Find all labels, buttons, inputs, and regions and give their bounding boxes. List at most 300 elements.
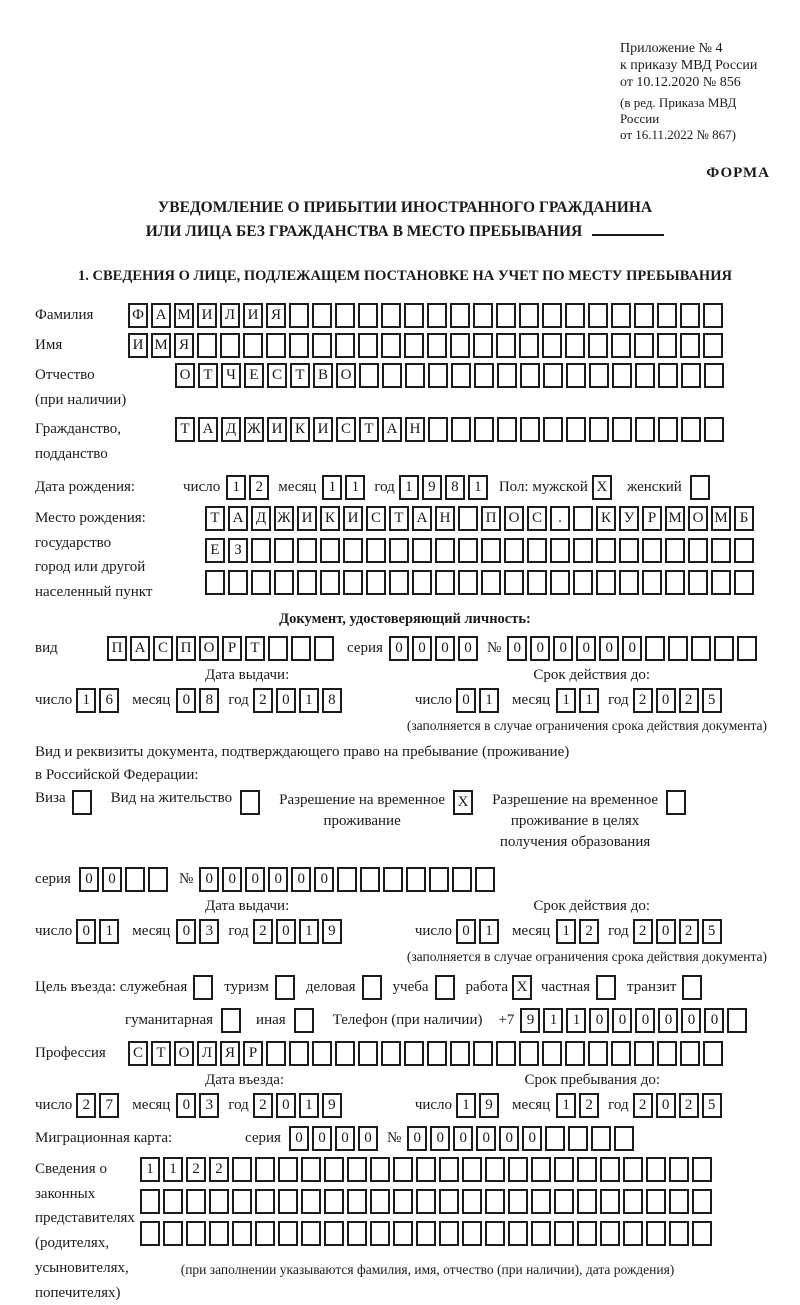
box-cell[interactable]: 0 bbox=[312, 1126, 332, 1151]
box-cell[interactable]: Д bbox=[221, 417, 241, 442]
box-cell[interactable]: Я bbox=[174, 333, 194, 358]
box-cell[interactable] bbox=[634, 1041, 654, 1066]
box-cell[interactable] bbox=[531, 1157, 551, 1182]
box-cell[interactable] bbox=[554, 1157, 574, 1182]
box-cell[interactable] bbox=[573, 570, 593, 595]
box-cell[interactable] bbox=[508, 1157, 528, 1182]
box-cell[interactable] bbox=[251, 570, 271, 595]
box-cell[interactable] bbox=[458, 538, 478, 563]
box-cell[interactable]: Т bbox=[205, 506, 225, 531]
box-cell[interactable] bbox=[458, 506, 478, 531]
box-cell[interactable] bbox=[416, 1189, 436, 1214]
box-cell[interactable] bbox=[366, 570, 386, 595]
box-cell[interactable] bbox=[573, 506, 593, 531]
box-cell[interactable]: 0 bbox=[176, 919, 196, 944]
box-cell[interactable]: 2 bbox=[633, 919, 653, 944]
box-cell[interactable]: 1 bbox=[322, 475, 342, 500]
box-cell[interactable]: Е bbox=[244, 363, 264, 388]
box-cell[interactable] bbox=[657, 303, 677, 328]
box-cell[interactable] bbox=[274, 538, 294, 563]
box-cell[interactable] bbox=[335, 333, 355, 358]
box-cell[interactable] bbox=[623, 1157, 643, 1182]
box-cell[interactable] bbox=[669, 1221, 689, 1246]
box-cell[interactable] bbox=[297, 538, 317, 563]
box-cell[interactable] bbox=[370, 1221, 390, 1246]
box-cell[interactable]: 0 bbox=[656, 919, 676, 944]
box-cell[interactable] bbox=[623, 1189, 643, 1214]
box-cell[interactable]: А bbox=[382, 417, 402, 442]
box-cell[interactable] bbox=[682, 975, 702, 1000]
box-cell[interactable]: Ф bbox=[128, 303, 148, 328]
box-cell[interactable] bbox=[596, 570, 616, 595]
box-cell[interactable] bbox=[692, 1157, 712, 1182]
box-cell[interactable]: Л bbox=[220, 303, 240, 328]
box-cell[interactable]: 0 bbox=[507, 636, 527, 661]
box-cell[interactable] bbox=[301, 1189, 321, 1214]
box-cell[interactable] bbox=[734, 538, 754, 563]
box-cell[interactable]: Е bbox=[205, 538, 225, 563]
box-cell[interactable]: 0 bbox=[222, 867, 242, 892]
box-cell[interactable]: К bbox=[596, 506, 616, 531]
box-cell[interactable]: 2 bbox=[253, 688, 273, 713]
box-cell[interactable] bbox=[312, 333, 332, 358]
box-cell[interactable] bbox=[600, 1189, 620, 1214]
box-cell[interactable]: 1 bbox=[163, 1157, 183, 1182]
box-cell[interactable]: 0 bbox=[358, 1126, 378, 1151]
box-cell[interactable]: 2 bbox=[633, 1093, 653, 1118]
box-cell[interactable] bbox=[634, 303, 654, 328]
box-cell[interactable] bbox=[519, 1041, 539, 1066]
box-cell[interactable] bbox=[519, 303, 539, 328]
box-cell[interactable] bbox=[416, 1221, 436, 1246]
box-cell[interactable]: 0 bbox=[499, 1126, 519, 1151]
box-cell[interactable]: 2 bbox=[253, 919, 273, 944]
box-cell[interactable] bbox=[508, 1189, 528, 1214]
box-cell[interactable]: И bbox=[243, 303, 263, 328]
box-cell[interactable] bbox=[266, 333, 286, 358]
box-cell[interactable]: С bbox=[336, 417, 356, 442]
box-cell[interactable] bbox=[531, 1189, 551, 1214]
box-cell[interactable] bbox=[347, 1221, 367, 1246]
box-cell[interactable] bbox=[680, 1041, 700, 1066]
box-cell[interactable]: 1 bbox=[99, 919, 119, 944]
box-cell[interactable] bbox=[642, 570, 662, 595]
box-cell[interactable]: Н bbox=[435, 506, 455, 531]
box-cell[interactable] bbox=[240, 790, 260, 815]
box-cell[interactable] bbox=[451, 363, 471, 388]
box-cell[interactable] bbox=[358, 303, 378, 328]
box-cell[interactable]: К bbox=[320, 506, 340, 531]
box-cell[interactable]: П bbox=[481, 506, 501, 531]
box-cell[interactable] bbox=[519, 333, 539, 358]
box-cell[interactable]: Ж bbox=[274, 506, 294, 531]
box-cell[interactable]: 5 bbox=[702, 688, 722, 713]
box-cell[interactable] bbox=[205, 570, 225, 595]
box-cell[interactable] bbox=[545, 1126, 565, 1151]
box-cell[interactable] bbox=[209, 1221, 229, 1246]
box-cell[interactable] bbox=[289, 333, 309, 358]
box-cell[interactable] bbox=[416, 1157, 436, 1182]
box-cell[interactable]: Т bbox=[290, 363, 310, 388]
box-cell[interactable] bbox=[314, 636, 334, 661]
box-cell[interactable] bbox=[681, 363, 701, 388]
box-cell[interactable] bbox=[508, 1221, 528, 1246]
box-cell[interactable]: 0 bbox=[456, 919, 476, 944]
box-cell[interactable]: 0 bbox=[407, 1126, 427, 1151]
box-cell[interactable] bbox=[554, 1189, 574, 1214]
box-cell[interactable]: 2 bbox=[579, 1093, 599, 1118]
box-cell[interactable] bbox=[554, 1221, 574, 1246]
box-cell[interactable]: 0 bbox=[530, 636, 550, 661]
box-cell[interactable] bbox=[542, 333, 562, 358]
box-cell[interactable] bbox=[666, 790, 686, 815]
box-cell[interactable] bbox=[474, 363, 494, 388]
box-cell[interactable] bbox=[359, 363, 379, 388]
box-cell[interactable] bbox=[520, 363, 540, 388]
box-cell[interactable] bbox=[278, 1157, 298, 1182]
box-cell[interactable] bbox=[439, 1189, 459, 1214]
box-cell[interactable]: С bbox=[153, 636, 173, 661]
box-cell[interactable] bbox=[589, 417, 609, 442]
box-cell[interactable]: 1 bbox=[579, 688, 599, 713]
box-cell[interactable]: И bbox=[313, 417, 333, 442]
box-cell[interactable]: 2 bbox=[679, 1093, 699, 1118]
box-cell[interactable]: 0 bbox=[314, 867, 334, 892]
box-cell[interactable]: 1 bbox=[566, 1008, 586, 1033]
box-cell[interactable] bbox=[727, 1008, 747, 1033]
box-cell[interactable]: У bbox=[619, 506, 639, 531]
box-cell[interactable] bbox=[588, 303, 608, 328]
box-cell[interactable]: 1 bbox=[140, 1157, 160, 1182]
box-cell[interactable] bbox=[611, 333, 631, 358]
box-cell[interactable] bbox=[312, 1041, 332, 1066]
box-cell[interactable]: 0 bbox=[176, 1093, 196, 1118]
box-cell[interactable]: 2 bbox=[209, 1157, 229, 1182]
box-cell[interactable] bbox=[255, 1221, 275, 1246]
box-cell[interactable]: 0 bbox=[291, 867, 311, 892]
box-cell[interactable] bbox=[393, 1157, 413, 1182]
box-cell[interactable]: Р bbox=[243, 1041, 263, 1066]
box-cell[interactable]: О bbox=[174, 1041, 194, 1066]
box-cell[interactable]: . bbox=[550, 506, 570, 531]
box-cell[interactable] bbox=[711, 538, 731, 563]
box-cell[interactable]: Н bbox=[405, 417, 425, 442]
box-cell[interactable]: 6 bbox=[99, 688, 119, 713]
box-cell[interactable]: 0 bbox=[102, 867, 122, 892]
box-cell[interactable]: О bbox=[336, 363, 356, 388]
box-cell[interactable]: 0 bbox=[656, 688, 676, 713]
box-cell[interactable]: 2 bbox=[579, 919, 599, 944]
box-cell[interactable] bbox=[405, 363, 425, 388]
box-cell[interactable] bbox=[577, 1189, 597, 1214]
box-cell[interactable] bbox=[412, 538, 432, 563]
box-cell[interactable] bbox=[428, 417, 448, 442]
box-cell[interactable] bbox=[734, 570, 754, 595]
box-cell[interactable]: Ж bbox=[244, 417, 264, 442]
box-cell[interactable] bbox=[197, 333, 217, 358]
box-cell[interactable] bbox=[692, 1221, 712, 1246]
box-cell[interactable] bbox=[496, 1041, 516, 1066]
box-cell[interactable]: 0 bbox=[656, 1093, 676, 1118]
box-cell[interactable] bbox=[665, 570, 685, 595]
box-cell[interactable]: Б bbox=[734, 506, 754, 531]
box-cell[interactable] bbox=[266, 1041, 286, 1066]
box-cell[interactable] bbox=[550, 538, 570, 563]
box-cell[interactable] bbox=[412, 570, 432, 595]
box-cell[interactable] bbox=[614, 1126, 634, 1151]
box-cell[interactable] bbox=[600, 1157, 620, 1182]
box-cell[interactable]: 1 bbox=[456, 1093, 476, 1118]
box-cell[interactable]: 0 bbox=[335, 1126, 355, 1151]
box-cell[interactable] bbox=[337, 867, 357, 892]
box-cell[interactable] bbox=[566, 417, 586, 442]
box-cell[interactable]: С bbox=[366, 506, 386, 531]
box-cell[interactable]: Д bbox=[251, 506, 271, 531]
box-cell[interactable] bbox=[451, 417, 471, 442]
box-cell[interactable] bbox=[320, 538, 340, 563]
box-cell[interactable]: А bbox=[151, 303, 171, 328]
box-cell[interactable] bbox=[72, 790, 92, 815]
box-cell[interactable]: 1 bbox=[226, 475, 246, 500]
box-cell[interactable] bbox=[404, 1041, 424, 1066]
box-cell[interactable] bbox=[458, 570, 478, 595]
box-cell[interactable]: 0 bbox=[622, 636, 642, 661]
box-cell[interactable]: И bbox=[343, 506, 363, 531]
box-cell[interactable] bbox=[406, 867, 426, 892]
box-cell[interactable] bbox=[366, 538, 386, 563]
box-cell[interactable]: 1 bbox=[299, 1093, 319, 1118]
box-cell[interactable] bbox=[520, 417, 540, 442]
box-cell[interactable] bbox=[232, 1189, 252, 1214]
box-cell[interactable] bbox=[634, 333, 654, 358]
box-cell[interactable] bbox=[358, 333, 378, 358]
box-cell[interactable] bbox=[527, 570, 547, 595]
box-cell[interactable] bbox=[347, 1157, 367, 1182]
box-cell[interactable]: О bbox=[175, 363, 195, 388]
box-cell[interactable] bbox=[228, 570, 248, 595]
box-cell[interactable] bbox=[481, 570, 501, 595]
box-cell[interactable] bbox=[125, 867, 145, 892]
box-cell[interactable] bbox=[428, 363, 448, 388]
box-cell[interactable]: Т bbox=[198, 363, 218, 388]
box-cell[interactable]: И bbox=[267, 417, 287, 442]
box-cell[interactable] bbox=[343, 570, 363, 595]
box-cell[interactable] bbox=[268, 636, 288, 661]
box-cell[interactable]: 0 bbox=[199, 867, 219, 892]
box-cell[interactable]: 2 bbox=[253, 1093, 273, 1118]
box-cell[interactable]: X bbox=[592, 475, 612, 500]
box-cell[interactable] bbox=[140, 1189, 160, 1214]
box-cell[interactable] bbox=[703, 303, 723, 328]
box-cell[interactable] bbox=[645, 636, 665, 661]
box-cell[interactable]: 0 bbox=[412, 636, 432, 661]
box-cell[interactable]: 1 bbox=[299, 688, 319, 713]
box-cell[interactable] bbox=[681, 417, 701, 442]
box-cell[interactable] bbox=[568, 1126, 588, 1151]
box-cell[interactable]: Р bbox=[222, 636, 242, 661]
box-cell[interactable]: 8 bbox=[199, 688, 219, 713]
box-cell[interactable]: 0 bbox=[76, 919, 96, 944]
box-cell[interactable] bbox=[573, 538, 593, 563]
box-cell[interactable]: 0 bbox=[268, 867, 288, 892]
box-cell[interactable]: 0 bbox=[245, 867, 265, 892]
box-cell[interactable] bbox=[255, 1157, 275, 1182]
box-cell[interactable] bbox=[703, 1041, 723, 1066]
box-cell[interactable]: 0 bbox=[435, 636, 455, 661]
box-cell[interactable]: 0 bbox=[289, 1126, 309, 1151]
box-cell[interactable]: Т bbox=[151, 1041, 171, 1066]
box-cell[interactable] bbox=[527, 538, 547, 563]
box-cell[interactable]: 0 bbox=[576, 636, 596, 661]
box-cell[interactable] bbox=[646, 1157, 666, 1182]
box-cell[interactable] bbox=[381, 303, 401, 328]
box-cell[interactable] bbox=[642, 538, 662, 563]
box-cell[interactable]: А bbox=[228, 506, 248, 531]
box-cell[interactable] bbox=[596, 975, 616, 1000]
box-cell[interactable] bbox=[163, 1221, 183, 1246]
box-cell[interactable] bbox=[289, 303, 309, 328]
box-cell[interactable] bbox=[635, 363, 655, 388]
box-cell[interactable] bbox=[565, 1041, 585, 1066]
box-cell[interactable] bbox=[435, 538, 455, 563]
box-cell[interactable]: 0 bbox=[276, 688, 296, 713]
box-cell[interactable] bbox=[255, 1189, 275, 1214]
box-cell[interactable] bbox=[473, 303, 493, 328]
box-cell[interactable] bbox=[691, 636, 711, 661]
box-cell[interactable] bbox=[462, 1157, 482, 1182]
box-cell[interactable]: О bbox=[504, 506, 524, 531]
box-cell[interactable] bbox=[619, 538, 639, 563]
box-cell[interactable] bbox=[497, 417, 517, 442]
box-cell[interactable] bbox=[600, 1221, 620, 1246]
box-cell[interactable] bbox=[324, 1189, 344, 1214]
box-cell[interactable] bbox=[324, 1157, 344, 1182]
box-cell[interactable]: Т bbox=[389, 506, 409, 531]
box-cell[interactable] bbox=[611, 1041, 631, 1066]
box-cell[interactable] bbox=[358, 1041, 378, 1066]
box-cell[interactable]: Т bbox=[175, 417, 195, 442]
box-cell[interactable] bbox=[542, 1041, 562, 1066]
box-cell[interactable] bbox=[485, 1157, 505, 1182]
box-cell[interactable] bbox=[312, 303, 332, 328]
box-cell[interactable] bbox=[381, 1041, 401, 1066]
box-cell[interactable]: 9 bbox=[520, 1008, 540, 1033]
box-cell[interactable] bbox=[439, 1221, 459, 1246]
box-cell[interactable] bbox=[646, 1221, 666, 1246]
box-cell[interactable]: А bbox=[198, 417, 218, 442]
box-cell[interactable] bbox=[381, 333, 401, 358]
box-cell[interactable]: 1 bbox=[468, 475, 488, 500]
box-cell[interactable]: 0 bbox=[276, 1093, 296, 1118]
box-cell[interactable]: 9 bbox=[322, 919, 342, 944]
box-cell[interactable]: 0 bbox=[176, 688, 196, 713]
box-cell[interactable] bbox=[383, 867, 403, 892]
box-cell[interactable] bbox=[221, 1008, 241, 1033]
box-cell[interactable] bbox=[393, 1189, 413, 1214]
box-cell[interactable]: М bbox=[151, 333, 171, 358]
box-cell[interactable] bbox=[382, 363, 402, 388]
box-cell[interactable] bbox=[435, 975, 455, 1000]
box-cell[interactable] bbox=[669, 1157, 689, 1182]
box-cell[interactable] bbox=[577, 1157, 597, 1182]
box-cell[interactable] bbox=[362, 975, 382, 1000]
box-cell[interactable] bbox=[251, 538, 271, 563]
box-cell[interactable] bbox=[496, 303, 516, 328]
box-cell[interactable] bbox=[278, 1189, 298, 1214]
box-cell[interactable] bbox=[243, 333, 263, 358]
box-cell[interactable] bbox=[550, 570, 570, 595]
box-cell[interactable]: 1 bbox=[479, 688, 499, 713]
box-cell[interactable] bbox=[462, 1189, 482, 1214]
box-cell[interactable] bbox=[577, 1221, 597, 1246]
box-cell[interactable]: Т bbox=[359, 417, 379, 442]
box-cell[interactable]: К bbox=[290, 417, 310, 442]
box-cell[interactable]: 0 bbox=[430, 1126, 450, 1151]
box-cell[interactable]: 2 bbox=[76, 1093, 96, 1118]
box-cell[interactable]: Л bbox=[197, 1041, 217, 1066]
box-cell[interactable]: И bbox=[197, 303, 217, 328]
box-cell[interactable] bbox=[612, 417, 632, 442]
box-cell[interactable]: Ч bbox=[221, 363, 241, 388]
box-cell[interactable]: 5 bbox=[702, 1093, 722, 1118]
box-cell[interactable] bbox=[163, 1189, 183, 1214]
box-cell[interactable]: С bbox=[527, 506, 547, 531]
box-cell[interactable] bbox=[485, 1189, 505, 1214]
box-cell[interactable]: 0 bbox=[79, 867, 99, 892]
box-cell[interactable] bbox=[450, 333, 470, 358]
box-cell[interactable]: 0 bbox=[389, 636, 409, 661]
box-cell[interactable] bbox=[588, 333, 608, 358]
box-cell[interactable] bbox=[565, 333, 585, 358]
box-cell[interactable]: 1 bbox=[76, 688, 96, 713]
box-cell[interactable]: 2 bbox=[679, 688, 699, 713]
box-cell[interactable]: 2 bbox=[249, 475, 269, 500]
box-cell[interactable]: 1 bbox=[556, 688, 576, 713]
box-cell[interactable] bbox=[404, 333, 424, 358]
box-cell[interactable] bbox=[611, 303, 631, 328]
box-cell[interactable]: 9 bbox=[479, 1093, 499, 1118]
box-cell[interactable]: М bbox=[174, 303, 194, 328]
box-cell[interactable] bbox=[657, 1041, 677, 1066]
box-cell[interactable] bbox=[566, 363, 586, 388]
box-cell[interactable] bbox=[589, 363, 609, 388]
box-cell[interactable]: 0 bbox=[589, 1008, 609, 1033]
box-cell[interactable] bbox=[462, 1221, 482, 1246]
box-cell[interactable] bbox=[301, 1221, 321, 1246]
box-cell[interactable] bbox=[297, 570, 317, 595]
box-cell[interactable]: 0 bbox=[522, 1126, 542, 1151]
box-cell[interactable]: 9 bbox=[322, 1093, 342, 1118]
box-cell[interactable] bbox=[658, 363, 678, 388]
box-cell[interactable]: 1 bbox=[543, 1008, 563, 1033]
box-cell[interactable]: 0 bbox=[599, 636, 619, 661]
box-cell[interactable] bbox=[393, 1221, 413, 1246]
box-cell[interactable] bbox=[704, 363, 724, 388]
box-cell[interactable]: 0 bbox=[453, 1126, 473, 1151]
box-cell[interactable] bbox=[335, 303, 355, 328]
box-cell[interactable] bbox=[360, 867, 380, 892]
box-cell[interactable]: 2 bbox=[679, 919, 699, 944]
box-cell[interactable] bbox=[370, 1157, 390, 1182]
box-cell[interactable] bbox=[450, 1041, 470, 1066]
box-cell[interactable] bbox=[427, 1041, 447, 1066]
box-cell[interactable]: 0 bbox=[658, 1008, 678, 1033]
box-cell[interactable]: Т bbox=[245, 636, 265, 661]
box-cell[interactable]: И bbox=[128, 333, 148, 358]
box-cell[interactable] bbox=[278, 1221, 298, 1246]
box-cell[interactable] bbox=[690, 475, 710, 500]
box-cell[interactable] bbox=[220, 333, 240, 358]
